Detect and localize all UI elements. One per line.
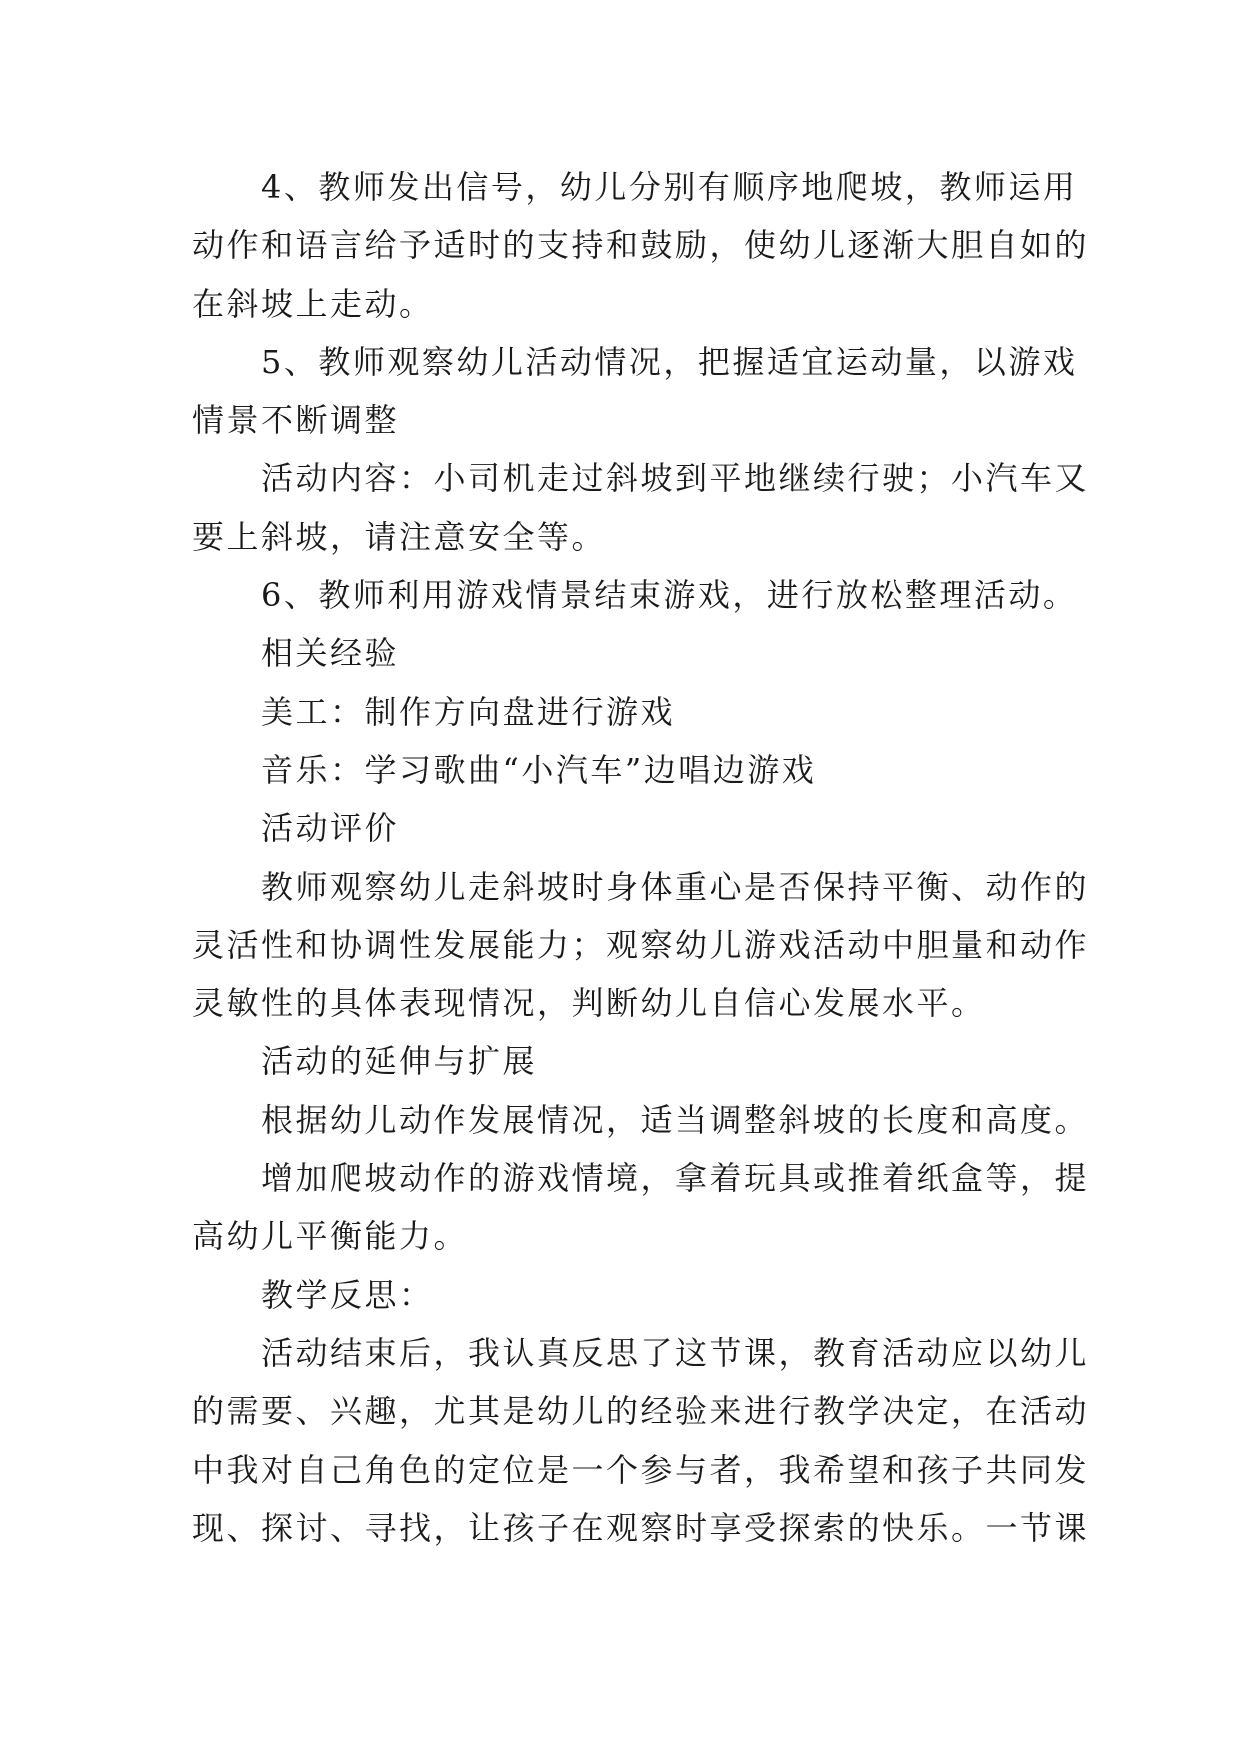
paragraph-music: 音乐：学习歌曲“小汽车”边唱边游戏 (192, 750, 817, 789)
document-body (192, 158, 1092, 1557)
paragraph-extension-1: 根据幼儿动作发展情况，适当调整斜坡的长度和高度。 (192, 1100, 1090, 1139)
heading-extension: 活动的延伸与扩展 (192, 1042, 538, 1081)
paragraph-art: 美工：制作方向盘进行游戏 (192, 692, 676, 731)
paragraph-extension-2: 增加爬坡动作的游戏情境，拿着玩具或推着纸盒等，提高幼儿平衡能力。 (192, 1159, 1090, 1256)
heading-related-experience: 相关经验 (192, 634, 400, 673)
paragraph-step-5: 5、教师观察幼儿活动情况，把握适宜运动量，以游戏情景不断调整 (192, 342, 1078, 440)
paragraph-reflection: 活动结束后，我认真反思了这节课，教育活动应以幼儿的需要、兴趣，尤其是幼儿的经验来进行教学决定，在活动中我对自己角色的定位是一个参与者，我希望和孩子共同发现、探讨、寻找，让孩子在观察时享受探索的快乐。一节课 (192, 1333, 1090, 1547)
paragraph-activity-content: 活动内容：小司机走过斜坡到平地继续行驶；小汽车又要上斜坡，请注意安全等。 (192, 459, 1090, 556)
heading-activity-evaluation: 活动评价 (192, 809, 400, 848)
paragraph-step-4: 4、教师发出信号，幼儿分别有顺序地爬坡，教师运用动作和语言给予适时的支持和鼓励，使幼儿逐渐大胆自如的在斜坡上走动。 (192, 168, 1090, 323)
paragraph-step-6: 6、教师利用游戏情景结束游戏，进行放松整理活动。 (192, 576, 1078, 615)
heading-teaching-reflection: 教学反思： (192, 1275, 434, 1314)
paragraph-evaluation: 教师观察幼儿走斜坡时身体重心是否保持平衡、动作的灵活性和协调性发展能力；观察幼儿游戏活动中胆量和动作灵敏性的具体表现情况，判断幼儿自信心发展水平。 (192, 867, 1090, 1023)
